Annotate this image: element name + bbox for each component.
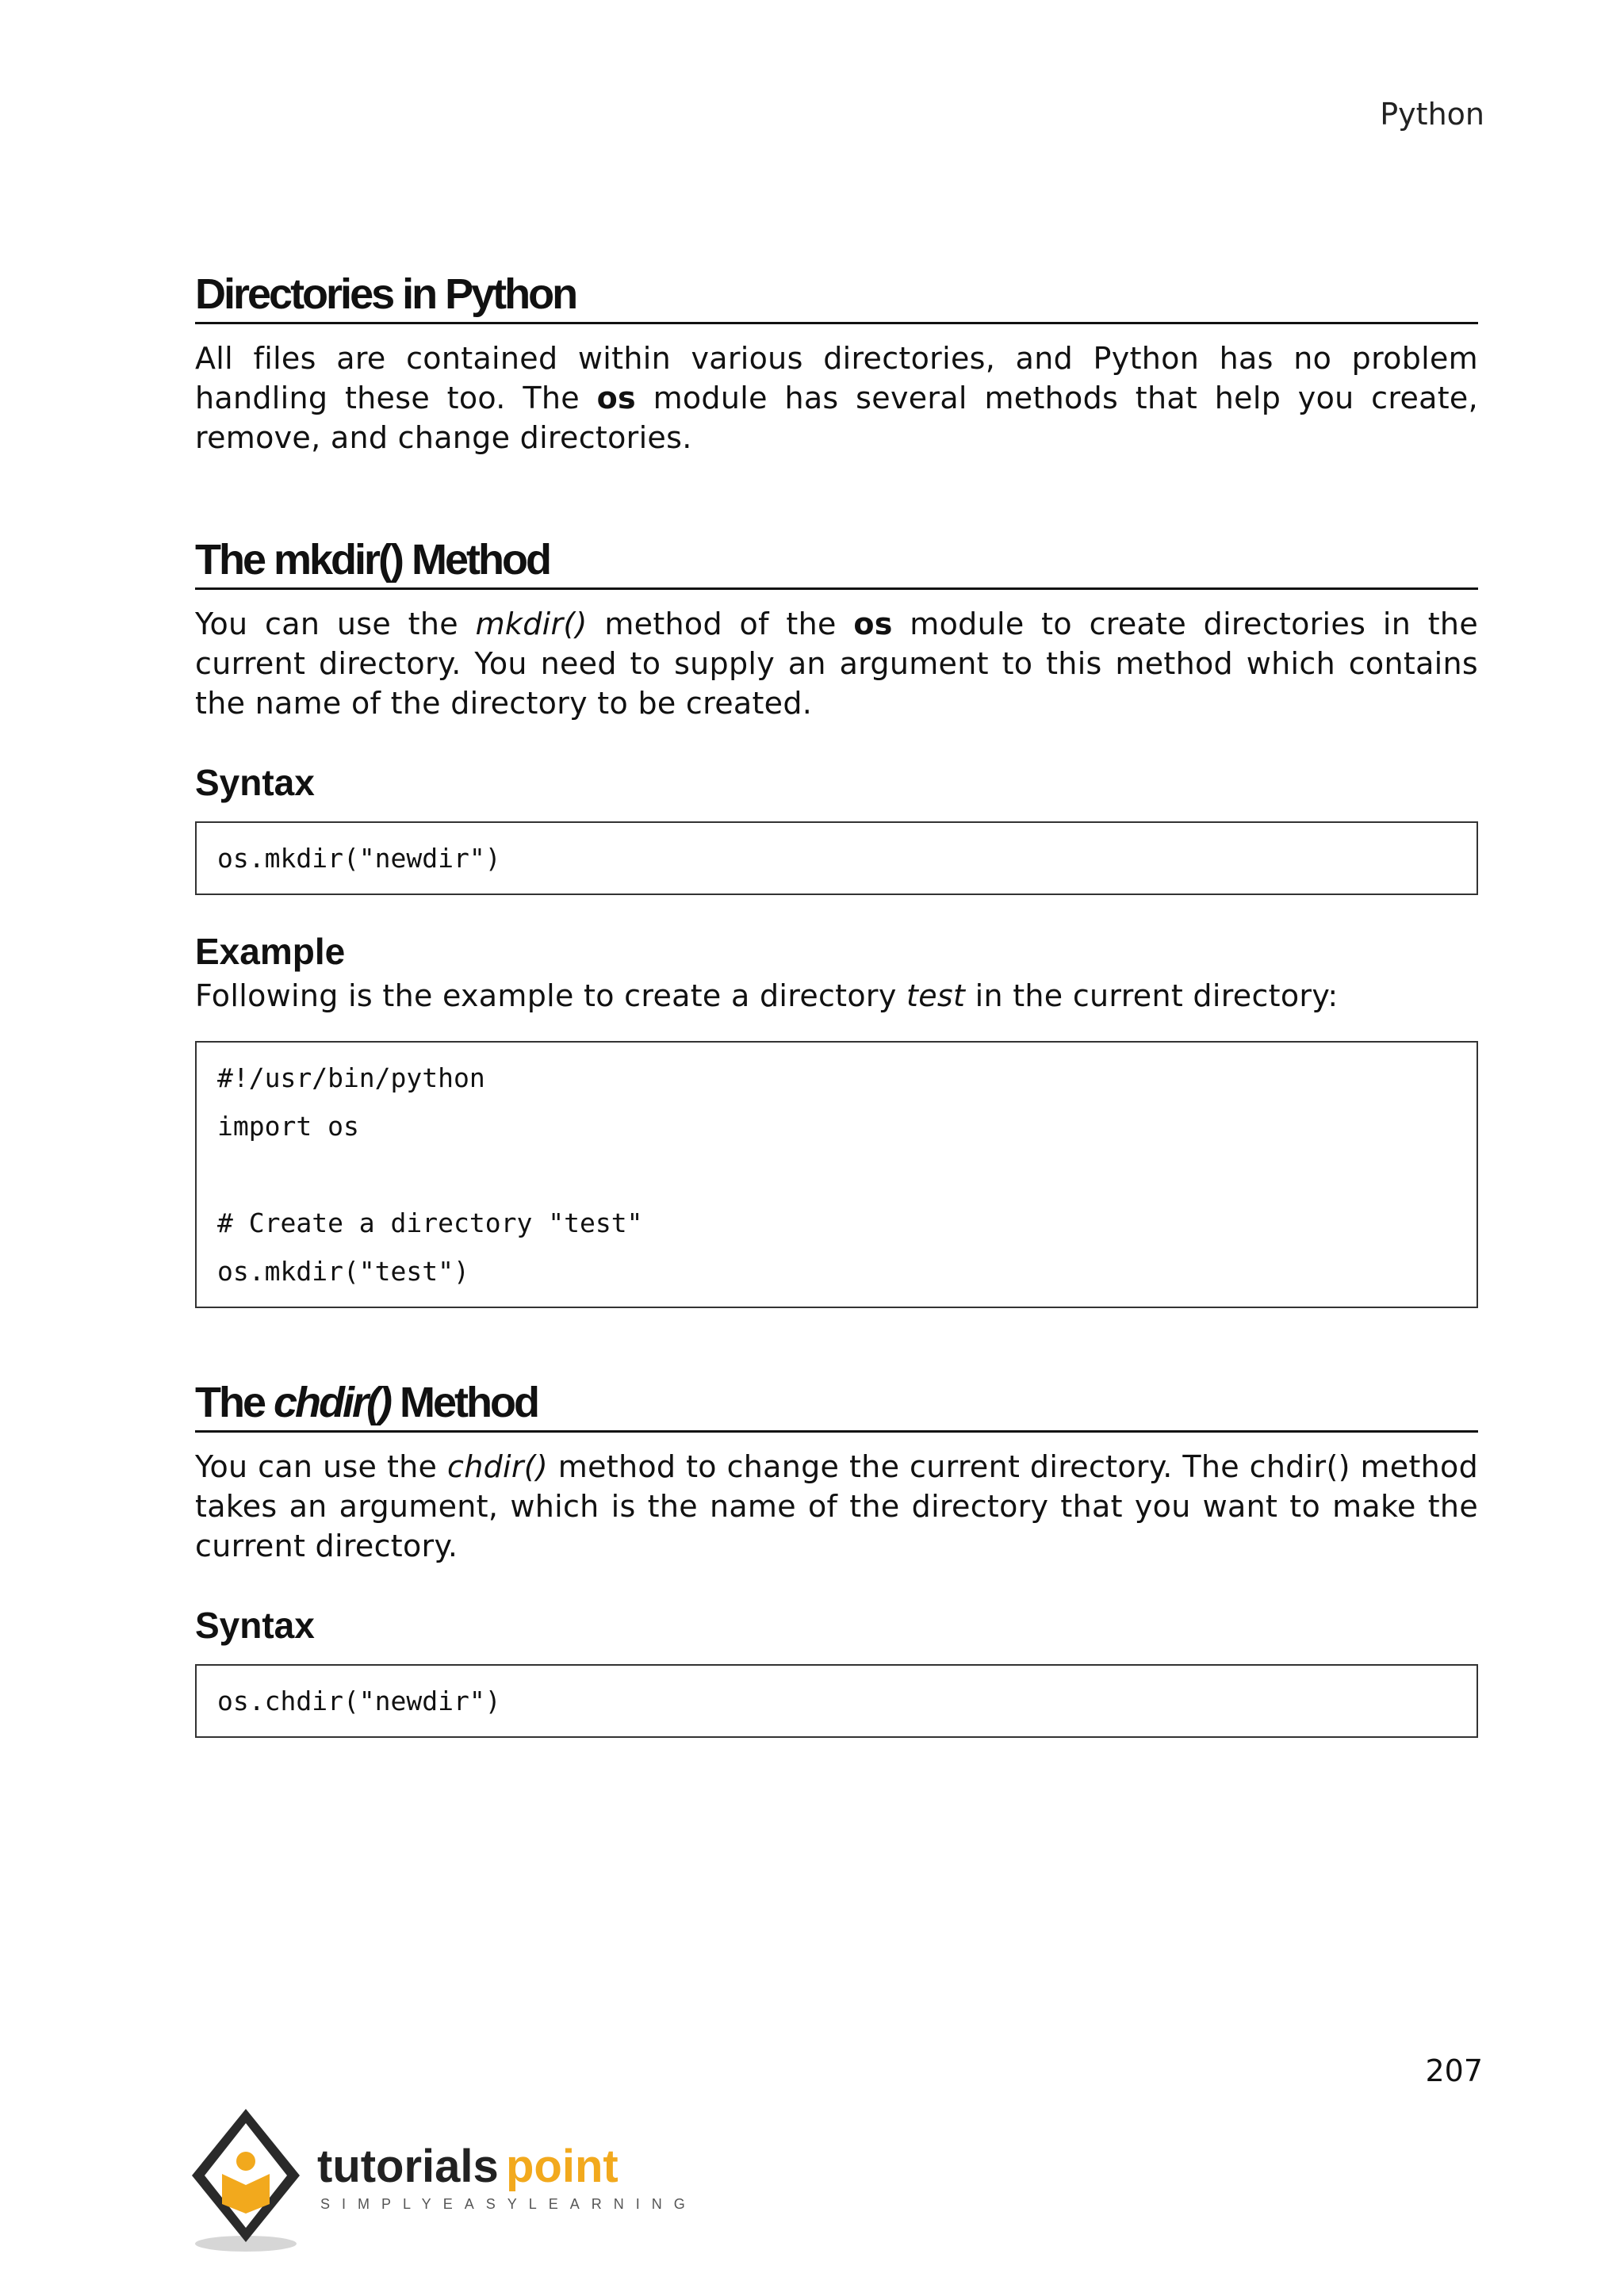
mkdir-syntax-code-block: [195, 821, 1478, 895]
chdir-syntax-code-block: [195, 1664, 1478, 1738]
mkdir-example-paragraph: Following is the example to create a directory test in the current directory:: [195, 978, 1339, 1013]
logo-head: [236, 2152, 255, 2171]
tutorialspoint-logo: [190, 2109, 698, 2267]
logo-wordmark-orange: point: [506, 2141, 619, 2192]
page-number: 207: [1425, 2053, 1483, 2088]
page-content: [195, 270, 1478, 1738]
mkdir-example-code-block: [195, 1041, 1478, 1308]
code-line: import os: [217, 1111, 359, 1142]
mkdir-syntax-heading: Syntax: [195, 762, 315, 803]
code-line: os.mkdir("test"): [217, 1256, 469, 1287]
logo-wordmark-dark: tutorials: [317, 2141, 499, 2192]
code-line: os.mkdir("newdir"): [217, 843, 501, 874]
section-title-directories: Directories in Python: [195, 270, 1478, 324]
code-line: os.chdir("newdir"): [217, 1686, 501, 1716]
section-title-mkdir: The mkdir() Method: [195, 535, 1478, 590]
mkdir-paragraph: You can use the mkdir() method of the os module to create directories in the current directory. You need to supply an argument to this method which contains the name of the directory to be created.: [195, 607, 1478, 721]
logo-tagline: SIMPLYEASYLEARNING: [320, 2196, 697, 2212]
chdir-syntax-heading: Syntax: [195, 1605, 315, 1646]
section-title-chdir: The chdir() Method: [195, 1378, 1478, 1433]
code-line: #!/usr/bin/python: [217, 1062, 485, 1093]
directories-paragraph: All files are contained within various directories, and Python has no problem handling these too. The os module has several methods that help you create, remove, and change directories.: [195, 341, 1478, 455]
code-line: [217, 1150, 1456, 1199]
running-header: Python: [1380, 97, 1484, 132]
mkdir-example-heading: Example: [195, 931, 346, 972]
code-line: # Create a directory "test": [217, 1207, 643, 1238]
chdir-paragraph: You can use the chdir() method to change the current directory. The chdir() method takes an argument, which is the name of the directory that you want to make the current directory.: [195, 1449, 1478, 1563]
